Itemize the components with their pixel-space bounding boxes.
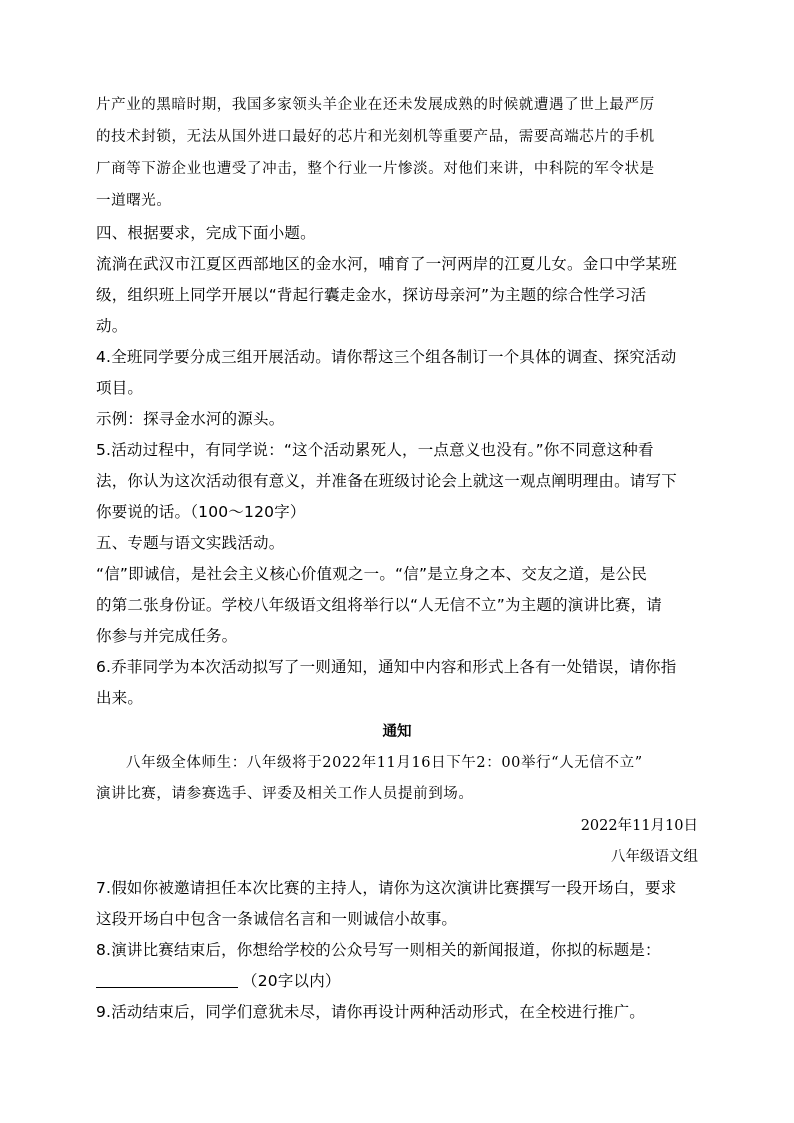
- question-5: 法，你认为这次活动很有意义，并准备在班级讨论会上就这一观点阐明理由。请写下: [96, 472, 677, 490]
- section-4-intro: 流淌在武汉市江夏区西部地区的金水河，哺育了一河两岸的江夏儿女。金口中学某班: [96, 255, 677, 273]
- section-5-heading: 五、专题与语文实践活动。: [96, 534, 285, 552]
- question-7: 7.假如你被邀请担任本次比赛的主持人，请你为这次演讲比赛撰写一段开场白，要求: [96, 879, 677, 897]
- section-4-intro: 级，组织班上同学开展以“背起行囊走金水，探访母亲河”为主题的综合性学习活: [96, 286, 647, 304]
- question-8: 8.演讲比赛结束后，你想给学校的公众号写一则相关的新闻报道，你拟的标题是：: [96, 941, 661, 959]
- notice-date: 2022年11月10日: [580, 818, 698, 834]
- question-4: 4.全班同学要分成三组开展活动。请你帮这三个组各制订一个具体的调查、探究活动: [96, 348, 677, 366]
- question-7: 这段开场白中包含一条诚信名言和一则诚信小故事。: [96, 910, 458, 928]
- question-4: 项目。: [96, 379, 144, 397]
- notice-body: 演讲比赛，请参赛选手、评委及相关工作人员提前到场。: [96, 786, 474, 802]
- question-8-limit: （20字以内）: [242, 972, 341, 990]
- notice-body: 八年级全体师生：八年级将于2022年11月16日下午2：00举行“人无信不立”: [126, 755, 643, 771]
- section-4-intro: 动。: [96, 317, 128, 335]
- question-6: 出来。: [96, 689, 144, 707]
- answer-blank[interactable]: [96, 971, 238, 988]
- example-text: 示例：探寻金水河的源头。: [96, 410, 285, 428]
- section-5-intro: “信”即诚信，是社会主义核心价值观之一。“信”是立身之本、交友之道，是公民: [96, 565, 648, 583]
- section-5-intro: 的第二张身份证。学校八年级语文组将举行以“人无信不立”为主题的演讲比赛，请: [96, 596, 662, 614]
- passage-line: 的技术封锁，无法从国外进口最好的芯片和光刻机等重要产品，需要高端芯片的手机: [96, 129, 655, 145]
- question-9: 9.活动结束后，同学们意犹未尽，请你再设计两种活动形式，在全校进行推广。: [96, 1003, 645, 1021]
- section-4-heading: 四、根据要求，完成下面小题。: [96, 224, 316, 242]
- notice-title: 通知: [382, 723, 412, 740]
- question-6: 6.乔菲同学为本次活动拟写了一则通知，通知中内容和形式上各有一处错误，请你指: [96, 658, 677, 676]
- section-5-intro: 你参与并完成任务。: [96, 627, 238, 645]
- question-5: 5.活动过程中，有同学说：“这个活动累死人，一点意义也没有。”你不同意这种看: [96, 441, 654, 459]
- question-5: 你要说的话。（100～120字）: [96, 503, 306, 521]
- question-8-answer-line: [96, 970, 341, 992]
- passage-line: 一道曙光。: [96, 193, 172, 209]
- passage-line: 厂商等下游企业也遭受了冲击，整个行业一片惨淡。对他们来讲，中科院的军令状是: [96, 161, 655, 177]
- notice-signature: 八年级语文组: [611, 849, 698, 865]
- passage-line: 片产业的黑暗时期，我国多家领头羊企业在还未发展成熟的时候就遭遇了世上最严厉: [96, 97, 655, 113]
